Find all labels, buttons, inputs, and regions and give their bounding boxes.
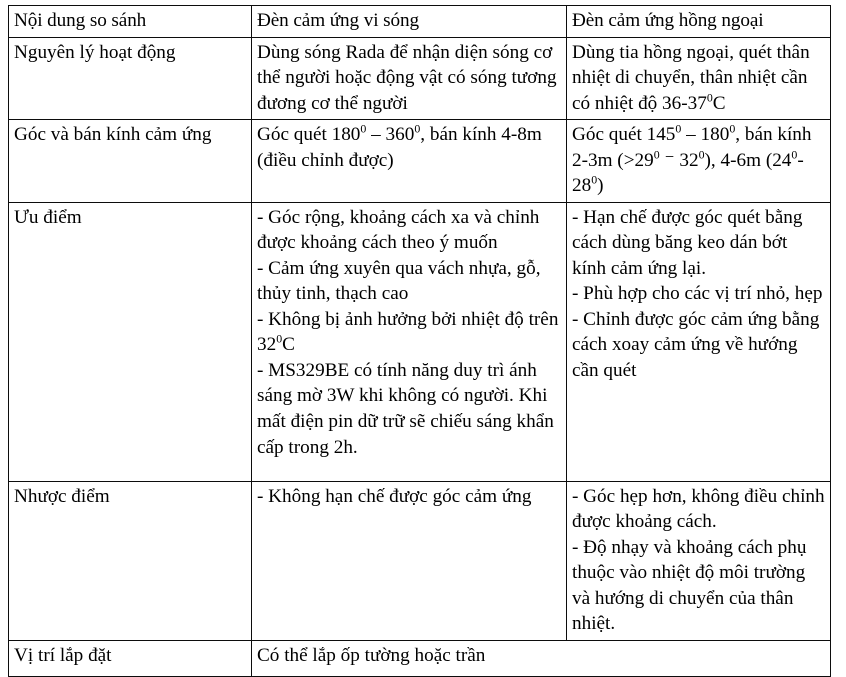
degree-superscript: 0 — [653, 147, 660, 162]
cell-microwave-advantages — [252, 202, 567, 481]
column-header-infrared: Đèn cảm ứng hồng ngoại — [567, 6, 831, 38]
text-segment: -28 — [572, 149, 804, 197]
cell-infrared-disadvantages — [567, 481, 831, 640]
cell-text — [257, 307, 561, 358]
degree-superscript: 0 — [698, 147, 705, 162]
table-row — [9, 202, 831, 481]
cell-microwave-angle-radius — [252, 120, 567, 203]
table-row — [9, 640, 831, 676]
cell-text: - Cảm ứng xuyên qua vách nhựa, gỗ, thủy tinh, thạch cao — [257, 257, 541, 305]
cell-text — [572, 40, 825, 117]
text-segment: – 360 — [366, 124, 415, 146]
degree-superscript: 0 — [360, 121, 367, 136]
cell-microwave-operating-principle — [252, 37, 567, 120]
cell-infrared-angle-radius — [567, 120, 831, 203]
cell-text: - Độ nhạy và khoảng cách phụ thuộc vào nhiệt độ môi trường và hướng di chuyển của thân nhiệt. — [572, 536, 807, 635]
table-header-row — [9, 6, 831, 38]
text-segment: ), 4-6m (24 — [704, 149, 792, 171]
text-segment: ) — [597, 175, 604, 197]
row-label-angle-radius: Góc và bán kính cảm ứng — [9, 120, 252, 203]
cell-text: - Góc hẹp hơn, không điều chỉnh được khoảng cách. — [572, 485, 825, 533]
degree-superscript: 0 — [729, 121, 736, 136]
row-label-advantages: Ưu điểm — [9, 202, 252, 481]
comparison-table — [8, 5, 831, 677]
text-segment: Góc quét 145 — [572, 124, 676, 146]
cell-text: - Góc rộng, khoảng cách xa và chỉnh được khoảng cách theo ý muốn — [257, 206, 540, 254]
row-label-disadvantages: Nhược điểm — [9, 481, 252, 640]
text-segment: C — [282, 334, 295, 356]
table-row — [9, 37, 831, 120]
cell-infrared-operating-principle — [567, 37, 831, 120]
degree-superscript: 0 — [591, 172, 598, 187]
text-segment: – 180 — [681, 124, 730, 146]
cell-microwave-disadvantages — [252, 481, 567, 640]
cell-text: Dùng sóng Rada để nhận diện sóng cơ thể người hoặc động vật có sóng tương đương cơ thể người — [257, 41, 557, 114]
text-segment: , bán kính 2-3m (>29 — [572, 124, 812, 171]
row-label-operating-principle: Nguyên lý hoạt động — [9, 37, 252, 120]
degree-superscript: 0 — [414, 121, 421, 136]
text-segment: , bán kính 4-8m (điều chỉnh được) — [257, 124, 542, 171]
cell-text — [257, 122, 561, 173]
row-label-installation-position: Vị trí lắp đặt — [9, 640, 252, 676]
degree-superscript: 0 — [675, 121, 682, 136]
cell-text: - Không hạn chế được góc cảm ứng — [257, 485, 532, 507]
column-header-criteria: Nội dung so sánh — [9, 6, 252, 38]
cell-text: - MS329BE có tính năng duy trì ánh sáng mờ 3W khi không có người. Khi mất điện pin dữ trữ sẽ chiếu sáng khẩn cấp trong 2h. — [257, 359, 554, 458]
text-segment: C — [712, 92, 726, 114]
table-row — [9, 120, 831, 203]
cell-text: - Phù hợp cho các vị trí nhỏ, hẹp — [572, 283, 823, 305]
cell-text: - Chỉnh được góc cảm ứng bằng cách xoay cảm ứng về hướng cần quét — [572, 308, 820, 381]
text-segment: - Không bị ảnh hưởng bởi nhiệt độ trên 32 — [257, 308, 559, 356]
text-segment: ⁻ 32 — [659, 149, 699, 171]
cell-installation-position-merged: Có thể lắp ốp tường hoặc trần — [252, 640, 831, 676]
cell-text: - Hạn chế được góc quét bằng cách dùng băng keo dán bớt kính cảm ứng lại. — [572, 206, 803, 279]
table-row — [9, 481, 831, 640]
text-segment: Dùng tia hồng ngoại, quét thân nhiệt di chuyển, thân nhiệt cần có nhiệt độ 36-37 — [572, 41, 810, 114]
degree-superscript: 0 — [791, 147, 798, 162]
table-header — [9, 6, 831, 38]
column-header-microwave: Đèn cảm ứng vi sóng — [252, 6, 567, 38]
degree-superscript: 0 — [706, 90, 713, 105]
cell-text — [572, 122, 825, 199]
degree-superscript: 0 — [276, 331, 283, 346]
table-body — [9, 37, 831, 676]
cell-infrared-advantages — [567, 202, 831, 481]
text-segment: Góc quét 180 — [257, 124, 361, 146]
